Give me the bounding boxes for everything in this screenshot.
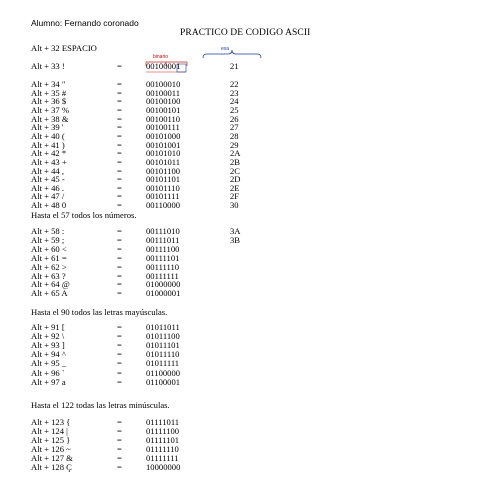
binary-value: 00100110 — [146, 113, 181, 124]
equals-sign: = — [117, 139, 122, 150]
alt-code: Alt + 34 " — [31, 79, 66, 89]
equals-sign: = — [117, 174, 122, 185]
equals-sign: = — [117, 261, 122, 272]
binary-value: 01111100 — [146, 426, 180, 436]
hex-value: 29 — [230, 139, 239, 150]
binary-value: 01111111 — [146, 453, 179, 463]
equals-sign: = — [117, 79, 122, 89]
binary-value: 00111101 — [146, 252, 180, 263]
equals-sign: = — [117, 435, 122, 445]
hex-value: 25 — [230, 104, 239, 115]
note-numbers: Hasta el 57 todos los números. — [31, 210, 137, 220]
hex-value: 3A — [230, 226, 241, 236]
equals-sign: = — [117, 96, 122, 107]
alt-code: Alt + 40 ( — [31, 130, 65, 141]
equals-sign: = — [117, 165, 122, 176]
alt-code: Alt + 41 ) — [31, 139, 65, 150]
alt-code: Alt + 43 + — [31, 156, 67, 167]
binary-value: 10000000 — [146, 462, 181, 472]
equals-sign: = — [117, 367, 122, 378]
equals-sign: = — [117, 234, 122, 245]
binary-value: 00101011 — [146, 156, 181, 167]
binary-value: 01111011 — [146, 417, 180, 427]
binary-value: 00110000 — [146, 200, 181, 211]
binary-value: 01011011 — [146, 322, 180, 332]
binary-value: 00100111 — [146, 122, 180, 133]
equals-sign: = — [117, 376, 122, 387]
equals-sign: = — [117, 156, 122, 167]
alt-code: Alt + 48 0 — [31, 200, 67, 211]
equals-sign: = — [117, 462, 122, 472]
equals-sign: = — [117, 87, 122, 98]
equals-sign: = — [117, 270, 122, 281]
binary-value: 00101001 — [146, 139, 181, 150]
binary-value: 00101110 — [146, 182, 180, 193]
hex-value: 27 — [230, 122, 239, 133]
binary-value: 01000001 — [146, 288, 181, 299]
equals-sign: = — [117, 444, 122, 454]
alt-code: Alt + 58 : — [31, 226, 65, 236]
alt-code: Alt + 123 { — [31, 417, 71, 427]
equals-sign: = — [117, 426, 122, 436]
hex-value: 2D — [230, 174, 241, 185]
binary-value: 00101101 — [146, 174, 181, 185]
equals-sign: = — [117, 191, 122, 202]
alt-code: Alt + 39 ' — [31, 122, 64, 133]
hex-value: 28 — [230, 130, 239, 141]
intro-line: Alt + 32 ESPACIO — [31, 43, 97, 53]
hex-value: 2A — [230, 148, 241, 159]
hex-value: 26 — [230, 113, 239, 124]
binary-value: 01111101 — [146, 435, 180, 445]
equals-sign: = — [117, 148, 122, 159]
equals-sign: = — [117, 61, 122, 71]
hex-value: 23 — [230, 87, 239, 98]
binary-value: 00101111 — [146, 191, 180, 202]
hex-value: 22 — [230, 79, 239, 89]
equals-sign: = — [117, 113, 122, 124]
equals-sign: = — [117, 182, 122, 193]
hex-value: 2C — [230, 165, 241, 176]
binary-value: 01011110 — [146, 349, 180, 360]
equals-sign: = — [117, 288, 122, 299]
alt-code: Alt + 63 ? — [31, 270, 66, 281]
hex-value: 30 — [230, 200, 239, 211]
hex-brace — [203, 50, 261, 58]
alt-code: Alt + 38 & — [31, 113, 69, 124]
equals-sign: = — [117, 331, 122, 342]
alt-code: Alt + 61 = — [31, 252, 67, 263]
alt-code: Alt + 46 . — [31, 182, 65, 193]
binary-value: 00111100 — [146, 243, 180, 254]
binary-value: 01100000 — [146, 367, 181, 378]
equals-sign: = — [117, 279, 122, 290]
binary-value: 00101100 — [146, 165, 181, 176]
binary-value: 01000000 — [146, 279, 181, 290]
binary-value: 01011111 — [146, 358, 180, 369]
binary-value: 00111111 — [146, 270, 179, 281]
equals-sign: = — [117, 340, 122, 351]
hex-value: 2F — [230, 191, 240, 202]
alt-code: Alt + 128 Ç — [31, 462, 72, 472]
alt-code: Alt + 35 # — [31, 87, 67, 98]
binary-value: 00111110 — [146, 261, 180, 272]
alt-code: Alt + 91 [ — [31, 322, 65, 332]
binary-value: 00101000 — [146, 130, 181, 141]
equals-sign: = — [117, 226, 122, 236]
binary-annotation: binario — [153, 54, 169, 60]
alt-code: Alt + 96 ` — [31, 367, 65, 378]
binary-value: 01111110 — [146, 444, 179, 454]
alt-code: Alt + 65 A — [31, 288, 68, 299]
equals-sign: = — [117, 243, 122, 254]
alt-code: Alt + 125 } — [31, 435, 71, 445]
hex-value: 3B — [230, 234, 241, 245]
binary-value: 00111011 — [146, 234, 180, 245]
equals-sign: = — [117, 122, 122, 133]
alt-code: Alt + 59 ; — [31, 234, 65, 245]
alt-code: Alt + 64 @ — [31, 279, 70, 290]
equals-sign: = — [117, 322, 122, 332]
binary-value: 01011100 — [146, 331, 180, 342]
binary-value: 00100011 — [146, 87, 181, 98]
binary-value: 01011101 — [146, 340, 180, 351]
binary-value: 00100101 — [146, 104, 181, 115]
hex-value: 2B — [230, 156, 241, 167]
equals-sign: = — [117, 453, 122, 463]
equals-sign: = — [117, 417, 122, 427]
binary-value: 00100001 — [146, 61, 181, 71]
student-name: Alumno: Fernando coronado — [31, 18, 139, 28]
alt-code: Alt + 95 _ — [31, 358, 67, 369]
equals-sign: = — [117, 130, 122, 141]
equals-sign: = — [117, 104, 122, 115]
alt-code: Alt + 62 > — [31, 261, 67, 272]
alt-code: Alt + 44 , — [31, 165, 65, 176]
hex-value: 21 — [230, 61, 239, 71]
alt-code: Alt + 126 ~ — [31, 444, 71, 454]
hex-value: 24 — [230, 96, 239, 107]
alt-code: Alt + 127 & — [31, 453, 73, 463]
equals-sign: = — [117, 358, 122, 369]
binary-value: 00100010 — [146, 79, 181, 89]
alt-code: Alt + 60 < — [31, 243, 67, 254]
alt-code: Alt + 97 a — [31, 376, 66, 387]
note-uppercase: Hasta el 90 todos las letras mayúsculas. — [31, 307, 168, 317]
equals-sign: = — [117, 349, 122, 360]
binary-value: 00101010 — [146, 148, 181, 159]
alt-code: Alt + 47 / — [31, 191, 65, 202]
alt-code: Alt + 33 ! — [31, 61, 65, 71]
equals-sign: = — [117, 200, 122, 211]
binary-value: 00100100 — [146, 96, 181, 107]
binary-value: 00111010 — [146, 226, 180, 236]
hex-value: 2E — [230, 182, 240, 193]
equals-sign: = — [117, 252, 122, 263]
page-title: PRACTICO DE CODIGO ASCII — [180, 28, 311, 38]
alt-code: Alt + 94 ^ — [31, 349, 66, 360]
alt-code: Alt + 92 \ — [31, 331, 65, 342]
alt-code: Alt + 36 $ — [31, 96, 67, 107]
alt-code: Alt + 42 * — [31, 148, 67, 159]
alt-code: Alt + 124 | — [31, 426, 68, 436]
alt-code: Alt + 93 ] — [31, 340, 65, 351]
alt-code: Alt + 37 % — [31, 104, 70, 115]
hex-annotation: exa — [221, 46, 230, 52]
note-lowercase: Hasta el 122 todas las letras minúsculas. — [31, 400, 170, 410]
binary-value: 01100001 — [146, 376, 181, 387]
alt-code: Alt + 45 - — [31, 174, 65, 185]
